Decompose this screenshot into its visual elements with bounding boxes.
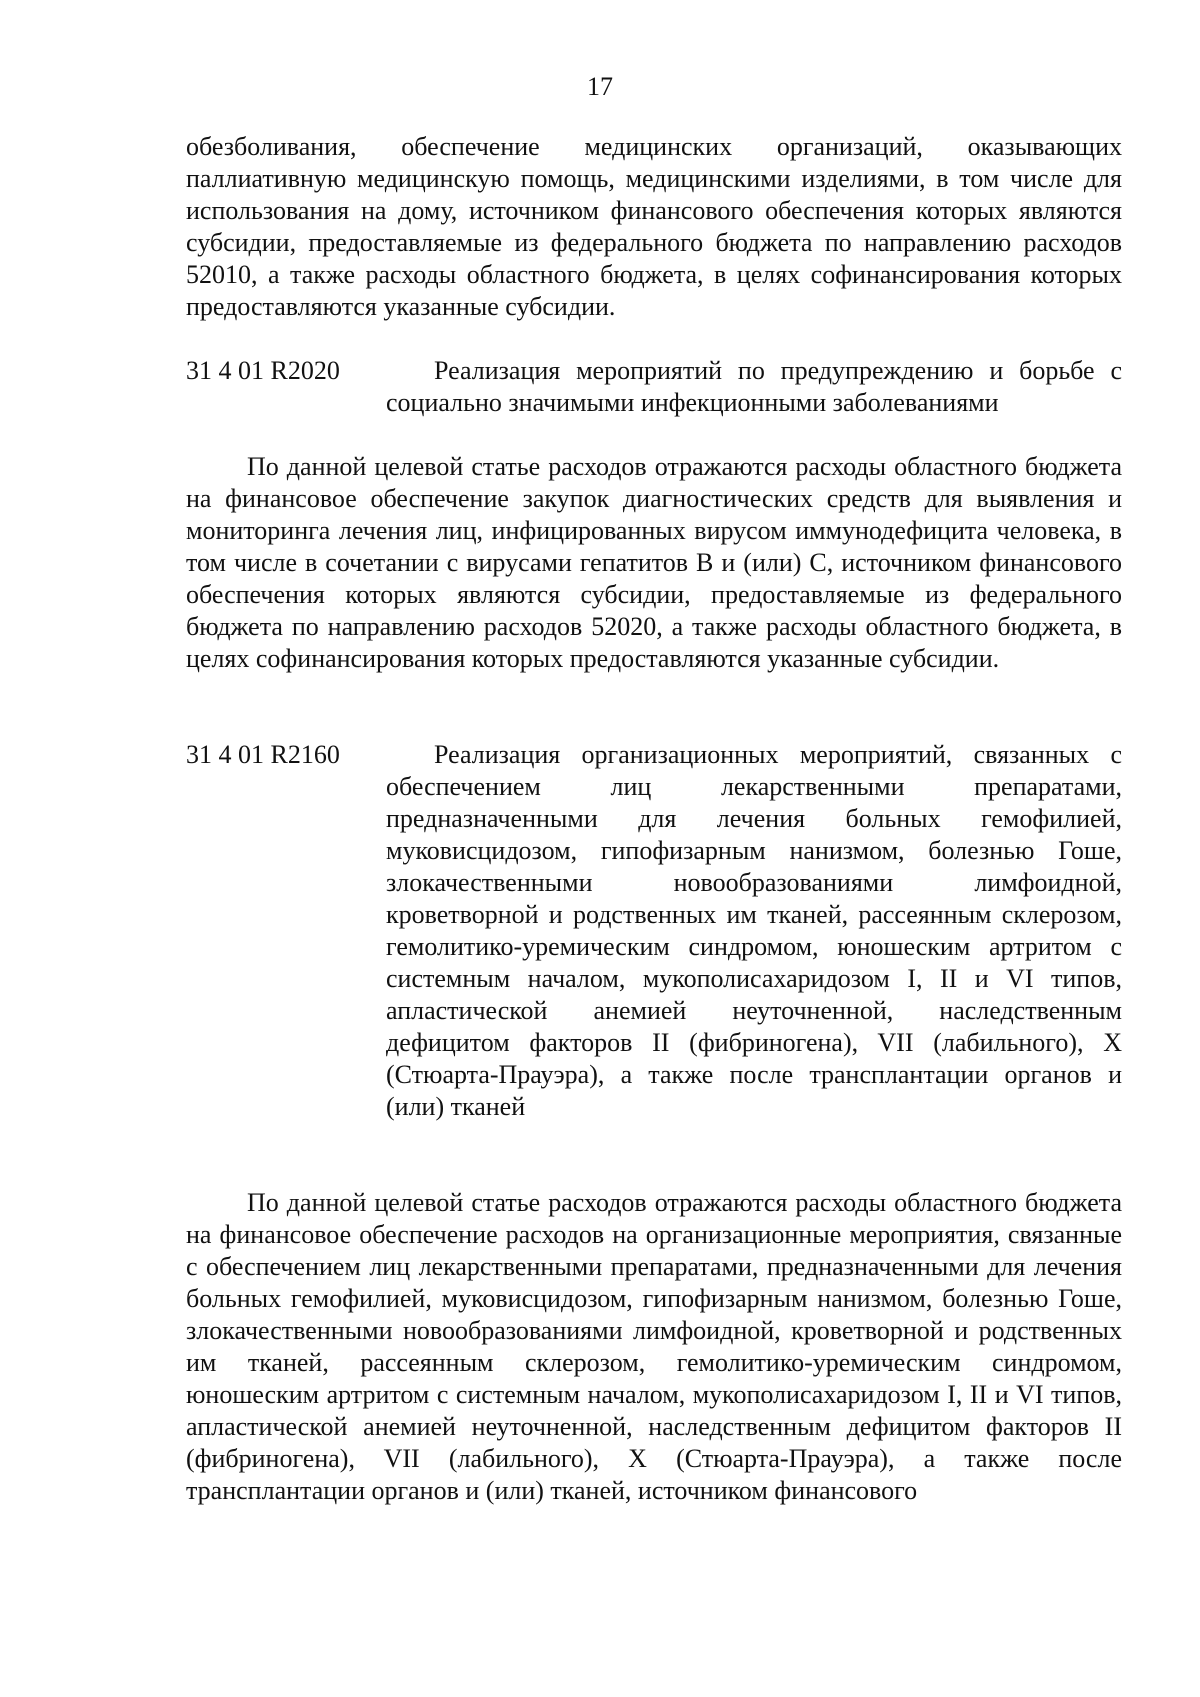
target-article-description: По данной целевой статье расходов отражаются расходы областного бюджета на финансовое обеспечение закупок диагностических средств для выявления и мониторинга лечения лиц, инфицированных вирусом иммунодефицита человека, в том числе в сочетании с вирусами гепатитов B и (или) C, источником финансового обеспечения которых являются субсидии, предоставляемые из федерального бюджета по направлению расходов 52020, а также расходы областного бюджета, в целях софинансирования которых предоставляются указанные субсидии. — [186, 452, 1122, 673]
target-article-title: Реализация организационных мероприятий, связанных с обеспечением лиц лекарственными препаратами, предназначенными для лечения больных гемофилией, муковисцидозом, гипофизарным нанизмом, болезнью Гоше, злокачественными новообразованиями лимфоидной, кроветворной и родственных им тканей, рассеянным склерозом, гемолитико-уремическим синдромом, юношеским артритом с системным началом, мукополисахаридозом I, II и VI типов, апластической анемией неуточненной, наследственным дефицитом факторов II (фибриногена), VII (лабильного), X (Стюарта-Прауэра), а также после трансплантации органов и (или) тканей — [386, 740, 1122, 1121]
target-article-description: По данной целевой статье расходов отражаются расходы областного бюджета на финансовое обеспечение расходов на организационные мероприятия, связанные с обеспечением лиц лекарственными препаратами, предназначенными для лечения больных гемофилией, муковисцидозом, гипофизарным нанизмом, болезнью Гоше, злокачественными новообразованиями лимфоидной, кроветворной и родственных им тканей, рассеянным склерозом, гемолитико-уремическим синдромом, юношеским артритом с системным началом, мукополисахаридозом I, II и VI типов, апластической анемией неуточненной, наследственным дефицитом факторов II (фибриногена), VII (лабильного), X (Стюарта-Прауэра), а также после трансплантации органов и (или) тканей, источником финансового — [186, 1188, 1122, 1505]
target-article-code: 31 4 01 R2020 — [186, 356, 340, 385]
continuation-paragraph: обезболивания, обеспечение медицинских организаций, оказывающих паллиативную медицинскую помощь, медицинскими изделиями, в том числе для использования на дому, источником финансового обеспечения которых являются субсидии, предоставляемые из федерального бюджета по направлению расходов 52010, а также расходы областного бюджета, в целях софинансирования которых предоставляются указанные субсидии. — [186, 132, 1122, 321]
target-article-code: 31 4 01 R2160 — [186, 740, 340, 769]
page-number: 17 — [587, 72, 613, 101]
target-article-title: Реализация мероприятий по предупреждению и борьбе с социально значимыми инфекционными заболеваниями — [386, 356, 1122, 417]
